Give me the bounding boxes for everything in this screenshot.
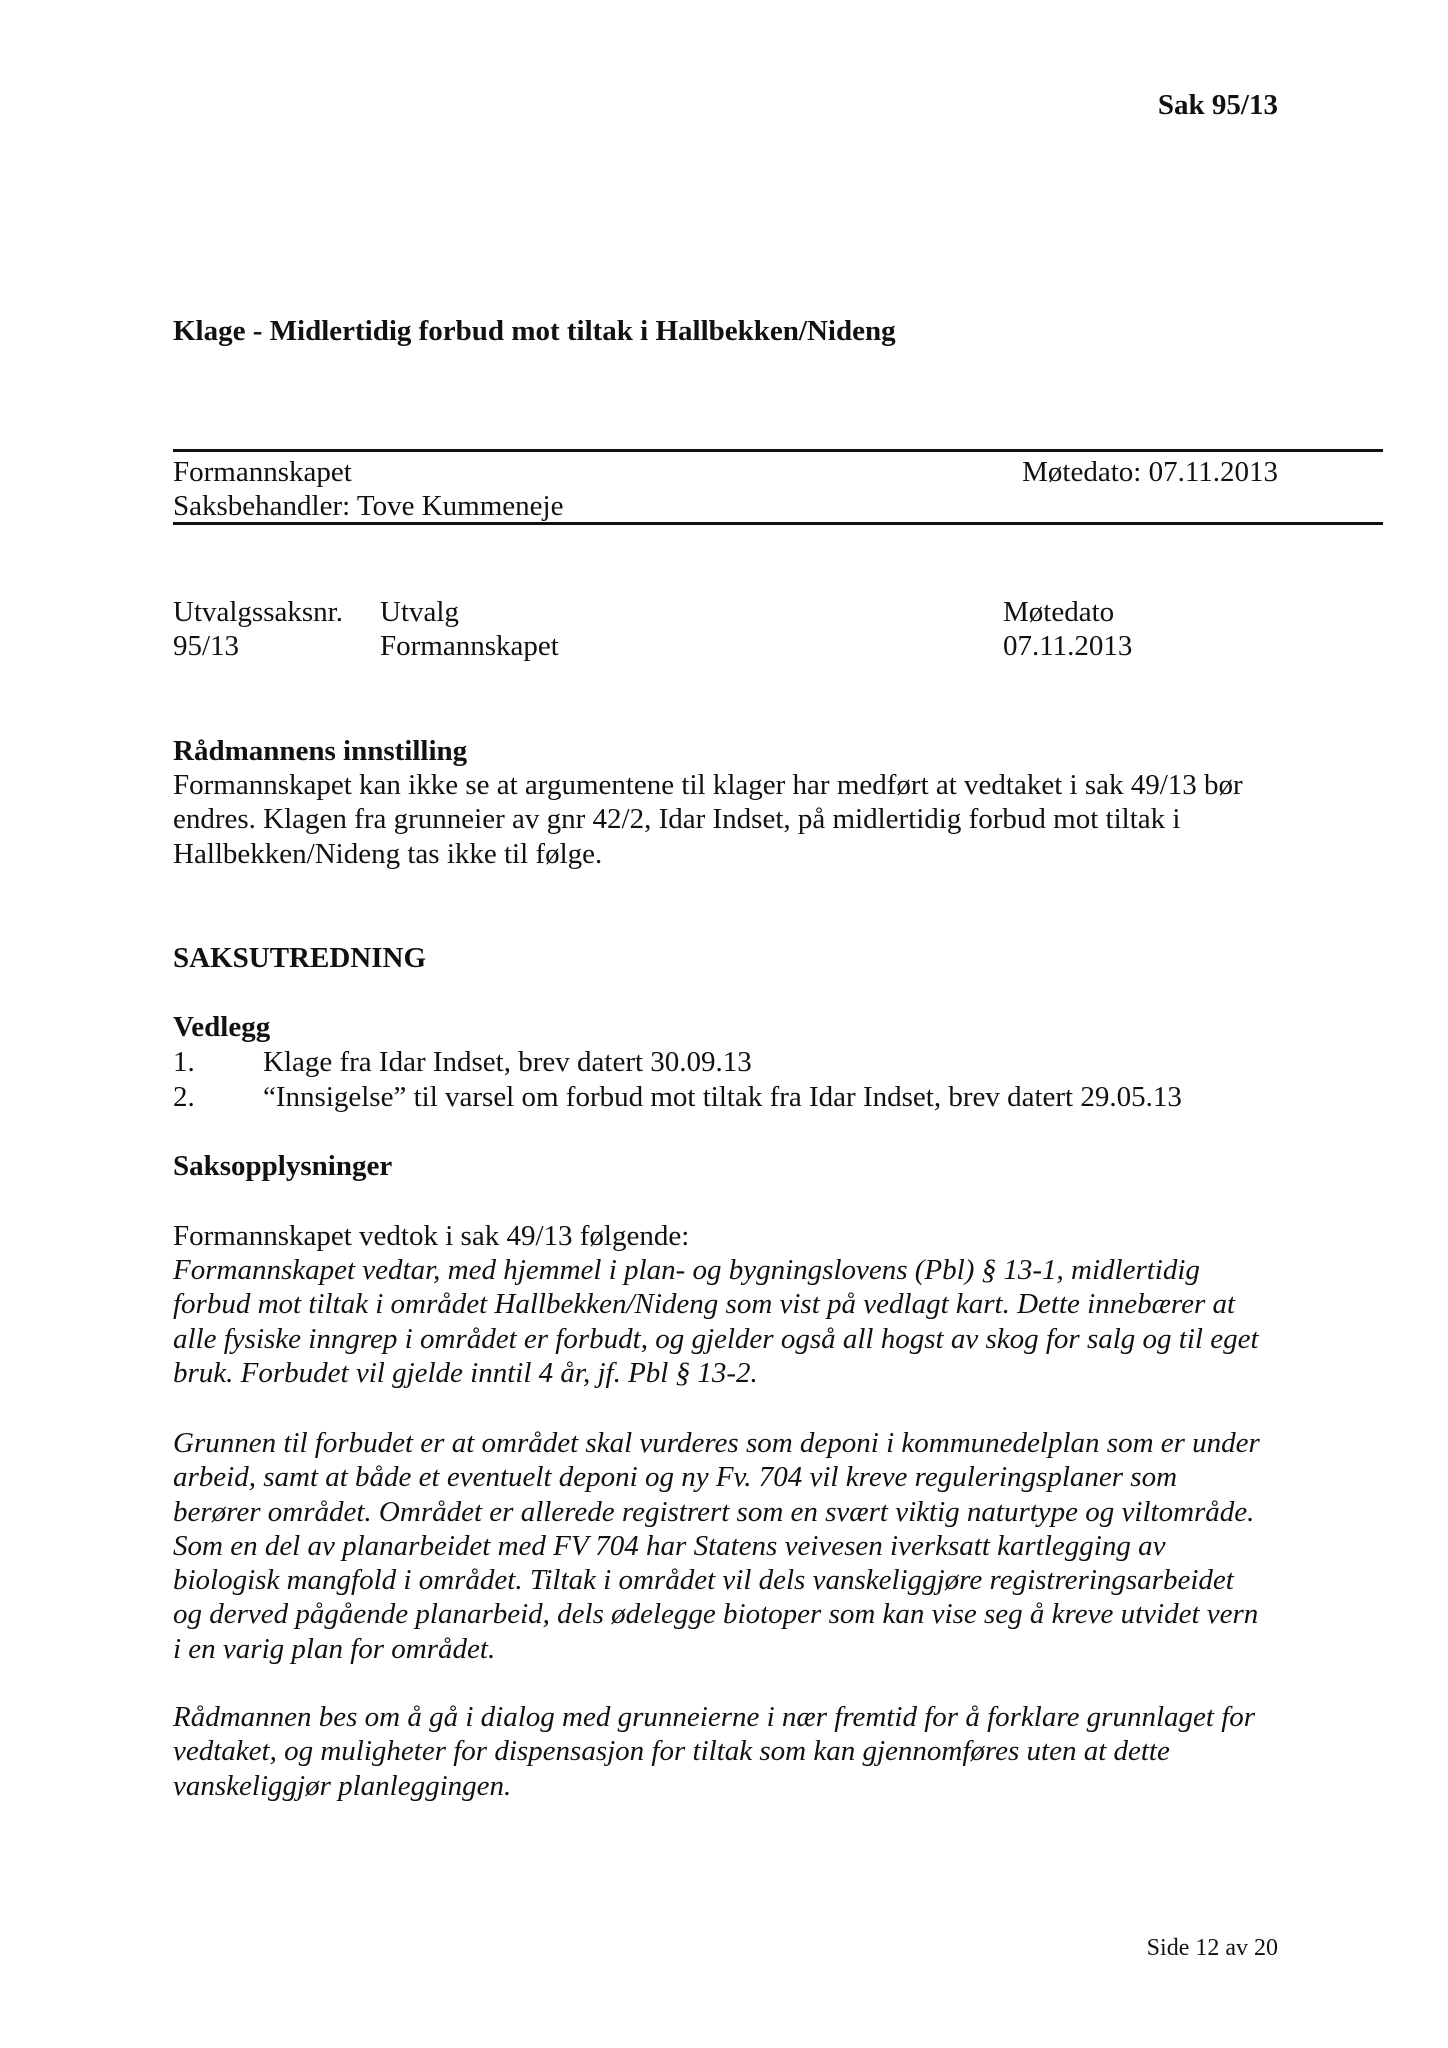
section-heading: SAKSUTREDNING [173, 942, 426, 974]
text-line: Hallbekken/Nideng tas ikke til følge. [173, 837, 603, 870]
recommendation-heading: Rådmannens innstilling [173, 735, 468, 767]
text-line: alle fysiske inngrep i området er forbudt, og gjelder også all hogst av skog for salg og til eget [173, 1322, 1259, 1355]
text-line: forbud mot tiltak i området Hallbekken/Nideng som vist på vedlagt kart. Dette innebærer at [173, 1288, 1236, 1321]
attachment-text: Klage fra Idar Indset, brev datert 30.09.13 [263, 1046, 752, 1078]
cell-case-number: 95/13 [173, 630, 240, 662]
text-line: vedtaket, og muligheter for dispensasjon for tiltak som kan gjennomføres uten at dette [173, 1735, 1170, 1768]
text-line: berører området. Området er allerede registrert som en svært viktig naturtype og viltområde. [173, 1495, 1255, 1528]
committee-name: Formannskapet [173, 456, 352, 488]
text-line: vanskeliggjør planleggingen. [173, 1769, 512, 1802]
text-line: arbeid, samt at både et eventuelt deponi og ny Fv. 704 vil kreve reguleringsplaner som [173, 1461, 1178, 1494]
recommendation-text [173, 768, 1313, 871]
quoted-instruction [173, 1700, 1313, 1803]
quoted-decision [173, 1253, 1313, 1390]
cell-meeting-date: 07.11.2013 [1003, 630, 1133, 662]
header-committee: Utvalg [380, 596, 459, 628]
text-line: Rådmannen bes om å gå i dialog med grunneierne i nær fremtid for å forklare grunnlaget for [173, 1701, 1256, 1733]
cell-committee: Formannskapet [380, 630, 559, 662]
text-line: og derved pågående planarbeid, dels ødelegge biotoper som kan vise seg å kreve utvidet vern [173, 1598, 1259, 1631]
header-case-number: Utvalgssaksnr. [173, 596, 343, 628]
text-line: biologisk mangfold i området. Tiltak i området vil dels vanskeliggjøre registreringsarbeidet [173, 1564, 1234, 1597]
text-line: Som en del av planarbeidet med FV 704 har Statens veivesen iverksatt kartlegging av [173, 1529, 1166, 1562]
quoted-reason [173, 1426, 1313, 1666]
top-divider [173, 449, 1383, 452]
facts-heading: Saksopplysninger [173, 1150, 393, 1182]
text-line: Formannskapet kan ikke se at argumentene til klager har medført at vedtaket i sak 49/13 bør [173, 769, 1243, 801]
case-officer: Saksbehandler: Tove Kummeneje [173, 490, 564, 522]
text-line: Formannskapet vedtar, med hjemmel i plan- og bygningslovens (Pbl) § 13-1, midlertidig [173, 1254, 1200, 1286]
facts-intro: Formannskapet vedtok i sak 49/13 følgende: [173, 1220, 690, 1252]
attachment-number: 2. [173, 1081, 195, 1113]
document-title: Klage - Midlertidig forbud mot tiltak i Hallbekken/Nideng [173, 315, 896, 347]
text-line: i en varig plan for området. [173, 1632, 496, 1665]
text-line: endres. Klagen fra grunneier av gnr 42/2, Idar Indset, på midlertidig forbud mot tiltak i [173, 803, 1181, 836]
text-line: Grunnen til forbudet er at området skal vurderes som deponi i kommunedelplan som er under [173, 1427, 1260, 1459]
case-reference: Sak 95/13 [1157, 89, 1278, 121]
attachments-heading: Vedlegg [173, 1011, 271, 1043]
text-line: bruk. Forbudet vil gjelde inntil 4 år, jf. Pbl § 13-2. [173, 1356, 758, 1389]
attachment-text: “Innsigelse” til varsel om forbud mot tiltak fra Idar Indset, brev datert 29.05.13 [263, 1081, 1182, 1113]
page-number: Side 12 av 20 [1146, 1935, 1278, 1961]
meeting-date: Møtedato: 07.11.2013 [1022, 456, 1278, 488]
bottom-divider [173, 522, 1383, 525]
header-meeting-date: Møtedato [1003, 596, 1115, 628]
attachment-number: 1. [173, 1046, 195, 1078]
